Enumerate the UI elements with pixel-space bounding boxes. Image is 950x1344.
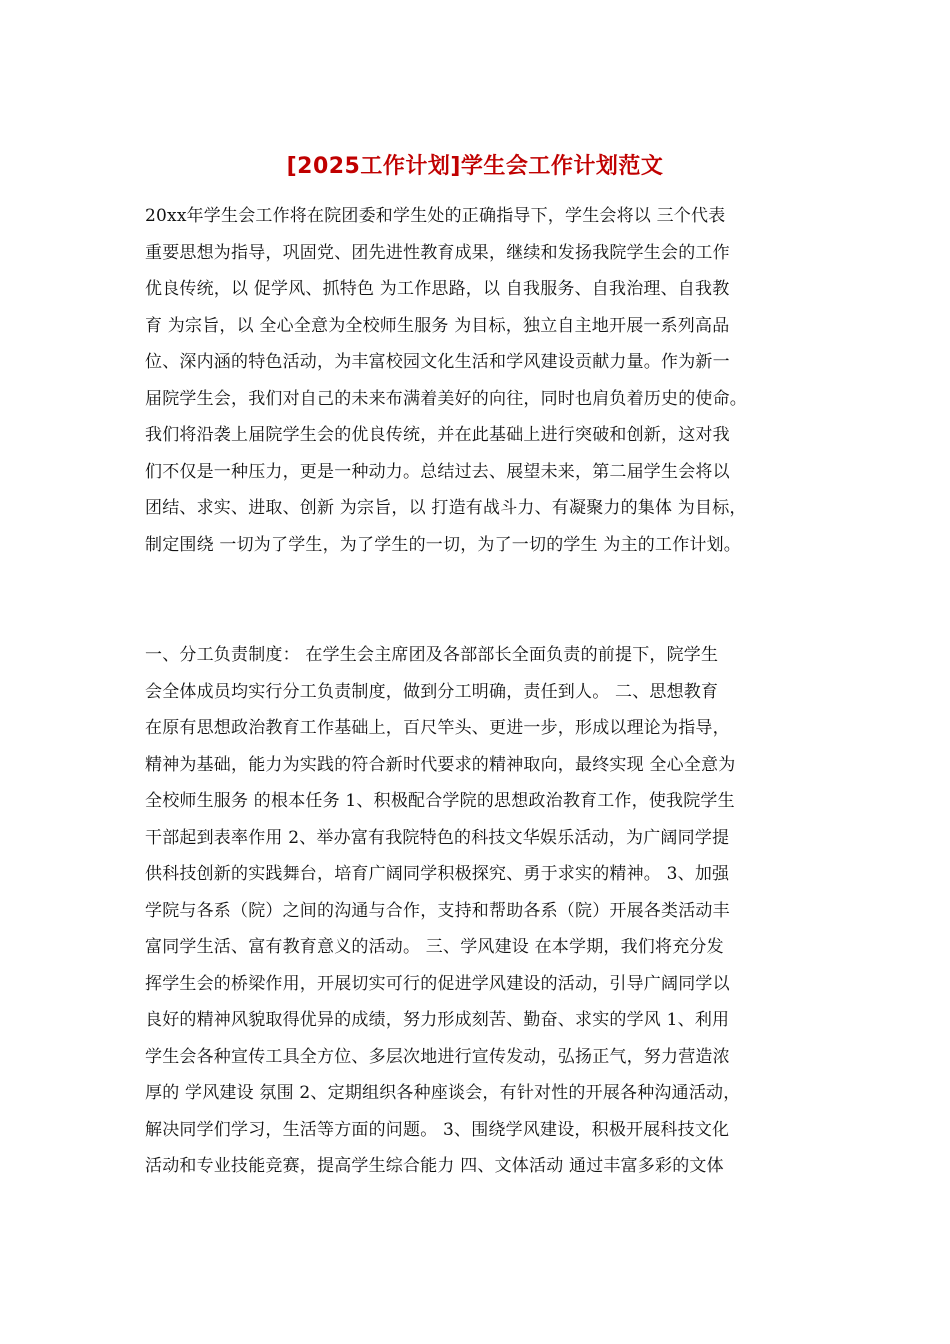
text-line: 良好的精神风貌取得优异的成绩，努力形成刻苦、勤奋、求实的学风 1、利用 — [145, 1010, 730, 1030]
text-line: 会全体成员均实行分工负责制度，做到分工明确，责任到人。 二、思想教育 — [145, 681, 719, 702]
text-line: 精神为基础，能力为实践的符合新时代要求的精神取向，最终实现 全心全意为 — [145, 754, 736, 775]
text-line: 届院学生会，我们对自己的未来布满着美好的向往，同时也肩负着历史的使命。 — [145, 388, 747, 409]
text-line: 富同学生活、富有教育意义的活动。 三、学风建设 在本学期，我们将充分发 — [145, 937, 724, 957]
text-line: 供科技创新的实践舞台，培育广阔同学积极探究、勇于求实的精神。 3、加强 — [145, 864, 730, 884]
paragraph-sections — [145, 637, 825, 1185]
text-line: 我们将沿袭上届院学生会的优良传统，并在此基础上进行突破和创新，这对我 — [145, 425, 730, 445]
text-line: 解决同学们学习，生活等方面的问题。 3、围绕学风建设，积极开展科技文化 — [145, 1119, 730, 1140]
text-line: 厚的 学风建设 氛围 2、定期组织各种座谈会，有针对性的开展各种沟通活动， — [145, 1083, 741, 1103]
text-line: 育 为宗旨，以 全心全意为全校师生服务 为目标，独立自主地开展一系列高品 — [145, 315, 730, 336]
text-line: 在原有思想政治教育工作基础上，百尺竿头、更进一步，形成以理论为指导， — [145, 718, 730, 738]
text-line: 重要思想为指导，巩固党、团先进性教育成果，继续和发扬我院学生会的工作 — [145, 242, 730, 263]
text-line: 活动和专业技能竞赛，提高学生综合能力 四、文体活动 通过丰富多彩的文体 — [145, 1156, 724, 1176]
text-line: 制定围绕 一切为了学生，为了学生的一切，为了一切的学生 为主的工作计划。 — [145, 534, 742, 555]
text-line: 学生会各种宣传工具全方位、多层次地进行宣传发动，弘扬正气，努力营造浓 — [145, 1046, 730, 1067]
text-line: 挥学生会的桥梁作用，开展切实可行的促进学风建设的活动，引导广阔同学以 — [145, 973, 730, 994]
text-line: 团结、求实、进取、创新 为宗旨，以 打造有战斗力、有凝聚力的集体 为目标， — [145, 498, 747, 518]
text-line: 们不仅是一种压力，更是一种动力。总结过去、展望未来，第二届学生会将以 — [145, 461, 730, 482]
text-line: 一、分工负责制度： 在学生会主席团及各部部长全面负责的前提下，院学生 — [145, 645, 719, 665]
text-line: 位、深内涵的特色活动，为丰富校园文化生活和学风建设贡献力量。作为新一 — [145, 352, 730, 372]
text-line: 学院与各系（院）之间的沟通与合作，支持和帮助各系（院）开展各类活动丰 — [145, 900, 730, 921]
text-line: 优良传统，以 促学风、抓特色 为工作思路，以 自我服务、自我治理、自我教 — [145, 279, 730, 299]
text-line: 20xx年学生会工作将在院团委和学生处的正确指导下，学生会将以 三个代表 — [145, 206, 726, 226]
document-title: [2025工作计划]学生会工作计划范文 — [286, 154, 664, 179]
text-line: 干部起到表率作用 2、举办富有我院特色的科技文华娱乐活动，为广阔同学提 — [145, 827, 730, 848]
paragraph-intro — [145, 198, 825, 563]
text-line: 全校师生服务 的根本任务 1、积极配合学院的思想政治教育工作，使我院学生 — [145, 791, 735, 811]
